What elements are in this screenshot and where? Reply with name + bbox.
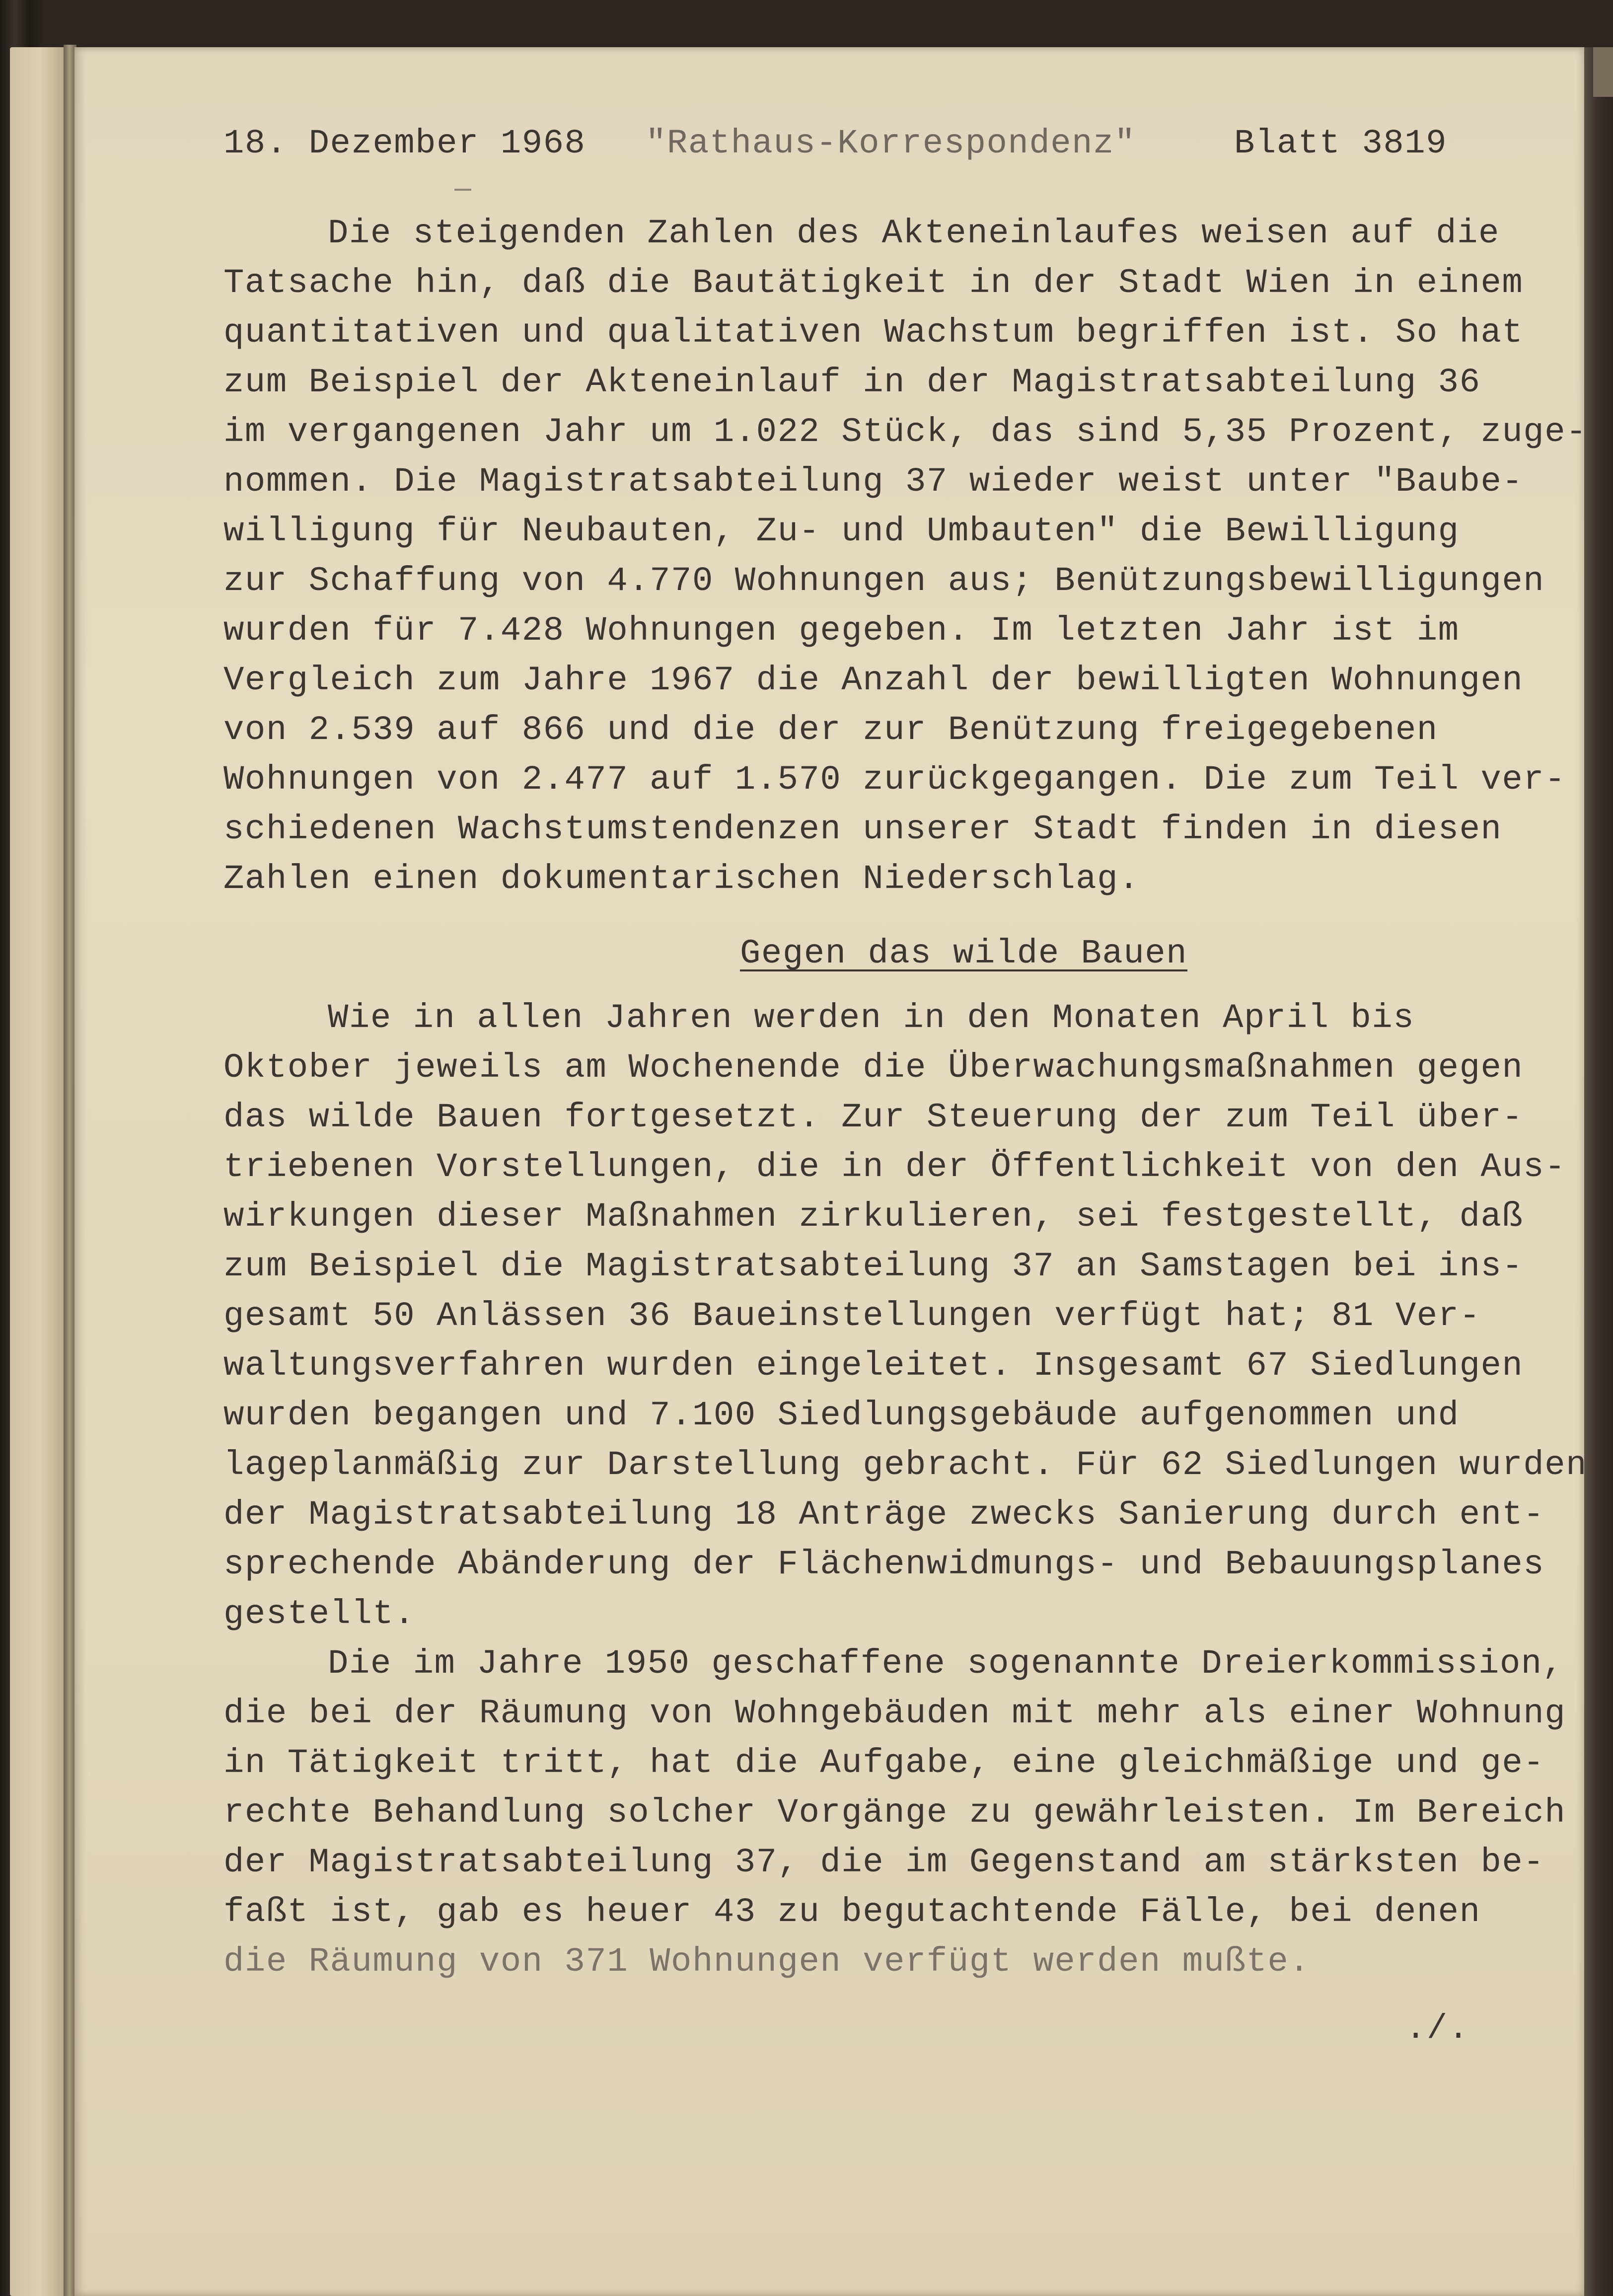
text-line: triebenen Vorstellungen, die in der Öffentlichkeit von den Aus- <box>223 1148 1566 1186</box>
text-line: willigung für Neubauten, Zu- und Umbauten" die Bewilligung <box>223 512 1460 551</box>
continuation-mark: ./. <box>1405 2009 1469 2048</box>
text-line: wurden für 7.428 Wohnungen gegeben. Im letzten Jahr ist im <box>223 611 1460 650</box>
text-line: der Magistratsabteilung 37, die im Gegenstand am stärksten be- <box>223 1843 1545 1882</box>
paragraph-2 <box>223 993 1613 1639</box>
text-line: Die im Jahre 1950 geschaffene sogenannte Dreierkommission, <box>328 1644 1564 1683</box>
text-line: schiedenen Wachstumstendenzen unserer Stadt finden in diesen <box>223 810 1502 849</box>
text-line: die Räumung von 371 Wohnungen verfügt werden mußte. <box>223 1942 1311 1981</box>
text-line: von 2.539 auf 866 und die der zur Benützung freigegebenen <box>223 711 1438 749</box>
text-line: wurden begangen und 7.100 Siedlungsgebäude aufgenommen und <box>223 1396 1460 1435</box>
text-line: waltungsverfahren wurden eingeleitet. Insgesamt 67 Siedlungen <box>223 1346 1524 1385</box>
text-line: nommen. Die Magistratsabteilung 37 wieder weist unter "Baube- <box>223 462 1524 501</box>
text-line: Oktober jeweils am Wochenende die Überwachungsmaßnahmen gegen <box>223 1048 1524 1087</box>
paragraph-3 <box>223 1639 1613 1987</box>
text-line: das wilde Bauen fortgesetzt. Zur Steuerung der zum Teil über- <box>223 1098 1524 1137</box>
text-line: rechte Behandlung solcher Vorgänge zu gewährleisten. Im Bereich <box>223 1793 1566 1832</box>
text-line: sprechende Abänderung der Flächenwidmungs- und Bebauungsplanes <box>223 1545 1545 1584</box>
section-heading: Gegen das wilde Bauen <box>740 934 1188 973</box>
text-line: gestellt. <box>223 1595 416 1633</box>
text-line: in Tätigkeit tritt, hat die Aufgabe, eine gleichmäßige und ge- <box>223 1744 1545 1782</box>
text-line: die bei der Räumung von Wohngebäuden mit mehr als einer Wohnung <box>223 1694 1566 1733</box>
text-line: zur Schaffung von 4.770 Wohnungen aus; Benützungsbewilligungen <box>223 562 1545 600</box>
text-line: Vergleich zum Jahre 1967 die Anzahl der bewilligten Wohnungen <box>223 661 1524 700</box>
text-line: faßt ist, gab es heuer 43 zu begutachtende Fälle, bei denen <box>223 1893 1481 1931</box>
header-date: 18. Dezember 1968 <box>223 124 586 163</box>
page-tab-marker <box>1593 47 1613 97</box>
text-line: Die steigenden Zahlen des Akteneinlaufes weisen auf die <box>328 214 1500 253</box>
text-line: zum Beispiel die Magistratsabteilung 37 an Samstagen bei ins- <box>223 1247 1524 1286</box>
previous-page-edge <box>10 47 65 2296</box>
text-line: im vergangenen Jahr um 1.022 Stück, das sind 5,35 Prozent, zuge- <box>223 413 1588 451</box>
header-dash <box>454 189 471 191</box>
text-line: lageplanmäßig zur Darstellung gebracht. Für 62 Siedlungen wurden <box>223 1446 1588 1484</box>
header-publication: "Rathaus-Korrespondenz" <box>646 124 1136 163</box>
text-line: Zahlen einen dokumentarischen Niederschlag. <box>223 860 1140 898</box>
text-line: der Magistratsabteilung 18 Anträge zwecks Sanierung durch ent- <box>223 1495 1545 1534</box>
text-line: zum Beispiel der Akteneinlauf in der Magistratsabteilung 36 <box>223 363 1481 402</box>
text-line: Wie in allen Jahren werden in den Monaten April bis <box>328 999 1415 1037</box>
paragraph-1 <box>223 209 1613 904</box>
typewritten-sheet <box>149 114 1588 2048</box>
text-line: Wohnungen von 2.477 auf 1.570 zurückgegangen. Die zum Teil ver- <box>223 760 1566 799</box>
page-header <box>149 114 1530 164</box>
text-line: quantitativen und qualitativen Wachstum begriffen ist. So hat <box>223 313 1524 352</box>
header-sheet-number: Blatt 3819 <box>1234 124 1448 163</box>
text-line: wirkungen dieser Maßnahmen zirkulieren, sei festgestellt, daß <box>223 1197 1524 1236</box>
text-line: Tatsache hin, daß die Bautätigkeit in der Stadt Wien in einem <box>223 264 1524 302</box>
text-line: gesamt 50 Anlässen 36 Baueinstellungen verfügt hat; 81 Ver- <box>223 1297 1481 1335</box>
